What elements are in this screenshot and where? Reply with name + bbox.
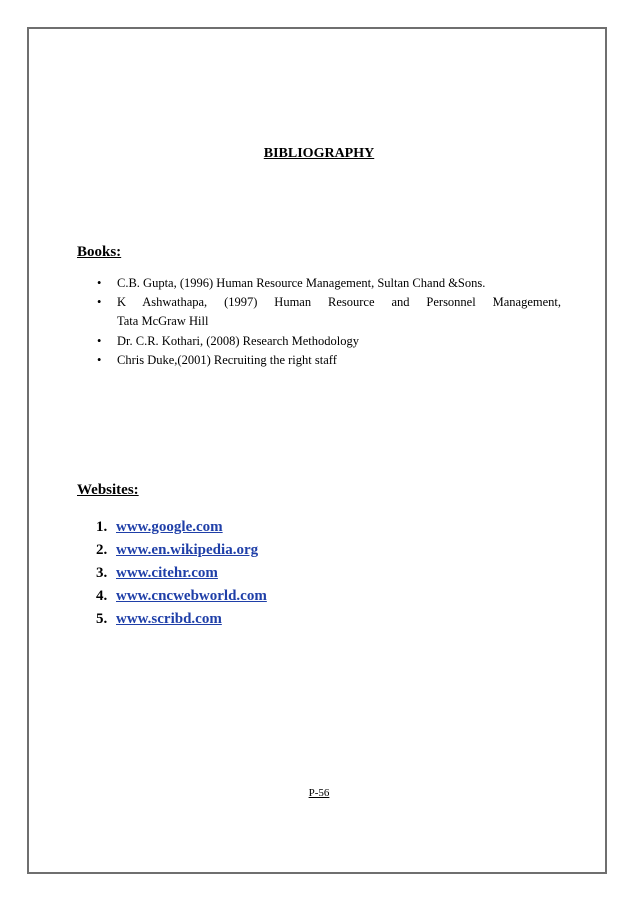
book-citation: K Ashwathapa, (1997) Human Resource and Personnel Management,: [117, 295, 561, 310]
website-link-google[interactable]: www.google.com: [116, 519, 223, 535]
list-item: [97, 332, 561, 351]
book-citation: C.B. Gupta, (1996) Human Resource Management, Sultan Chand &Sons.: [117, 276, 486, 290]
websites-list: [96, 516, 267, 631]
list-number: 4.: [96, 588, 108, 604]
list-item: [97, 293, 561, 331]
website-link-citehr[interactable]: www.citehr.com: [116, 565, 218, 581]
website-link-cncwebworld[interactable]: www.cncwebworld.com: [116, 588, 267, 604]
list-number: 1.: [96, 519, 108, 535]
list-number: 2.: [96, 542, 108, 558]
list-number: 3.: [96, 565, 108, 581]
list-item: [96, 585, 267, 608]
book-citation-continued: Tata McGraw Hill: [117, 314, 209, 329]
website-link-wikipedia[interactable]: www.en.wikipedia.org: [116, 542, 259, 558]
list-item: [96, 539, 267, 562]
book-citation: Dr. C.R. Kothari, (2008) Research Methodology: [117, 333, 359, 348]
books-list: [97, 274, 561, 370]
website-link-scribd[interactable]: www.scribd.com: [116, 611, 222, 627]
list-item: [97, 351, 561, 370]
bullet-icon: •: [97, 352, 102, 367]
list-item: [96, 608, 267, 631]
page-title: BIBLIOGRAPHY: [263, 146, 375, 161]
bullet-icon: •: [97, 295, 102, 310]
list-item: [96, 562, 267, 585]
bullet-icon: •: [97, 276, 102, 290]
list-item: [97, 274, 561, 293]
books-heading: Books:: [77, 244, 122, 260]
page-number: P-56: [308, 787, 330, 799]
book-citation: Chris Duke,(2001) Recruiting the right staff: [117, 352, 337, 367]
bullet-icon: •: [97, 333, 102, 348]
list-number: 5.: [96, 611, 108, 627]
list-item: [96, 516, 267, 539]
websites-heading: Websites:: [77, 482, 139, 498]
